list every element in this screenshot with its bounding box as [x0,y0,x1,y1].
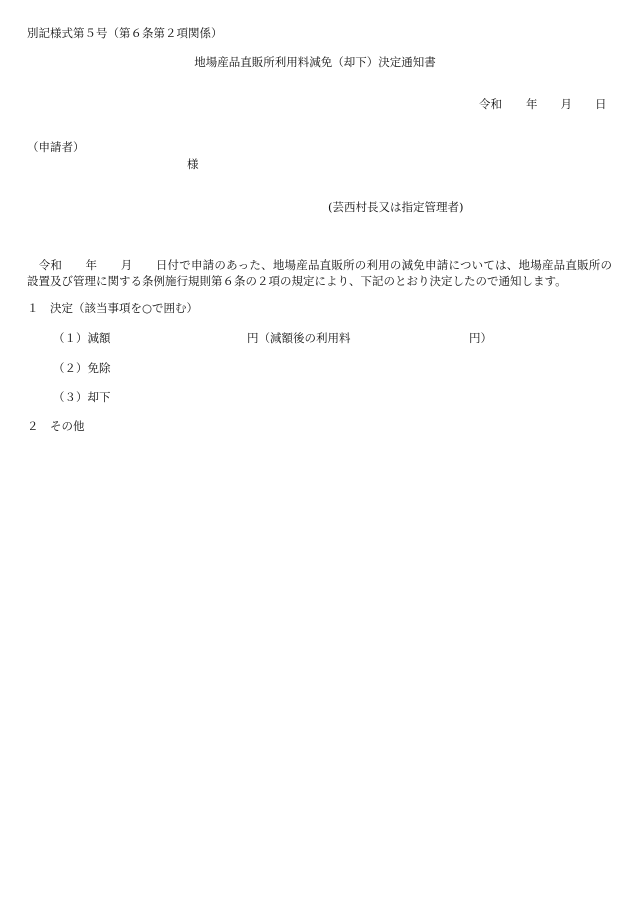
date-line [479,97,607,111]
applicant-label: （申請者） [27,140,85,154]
date-year-unit: 年 [526,97,538,111]
option-rejection-label: （３）却下 [53,390,111,404]
option-reduction-label: （１）減額 [53,331,111,345]
date-month-unit: 月 [560,97,572,111]
option-exemption-label: （２）免除 [53,361,111,375]
section1-heading: １ 決定（該当事項を○で囲む） [27,301,199,315]
document-title: 地場産品直販所利用料減免（却下）決定通知書 [194,55,436,69]
date-day-unit: 日 [595,97,607,111]
option-reduction-close-text: 円） [469,331,492,345]
form-number: 別記様式第５号（第６条第２項関係） [27,26,223,40]
notice-body: 令和 年 月 日付で申請のあった、地場産品直販所の利用の減免申請については、地場産品直販所の設置及び管理に関する条例施行規則第６条の２項の規定により、下記のとおり決定したので通知します。 [27,258,612,288]
honorific-sama: 様 [187,157,199,171]
section2-heading: ２ その他 [27,419,85,433]
date-era: 令和 [479,97,502,111]
option-reduction-amount-text: 円（減額後の利用料 [247,331,351,345]
issuer-name: (芸西村長又は指定管理者) [328,200,464,214]
